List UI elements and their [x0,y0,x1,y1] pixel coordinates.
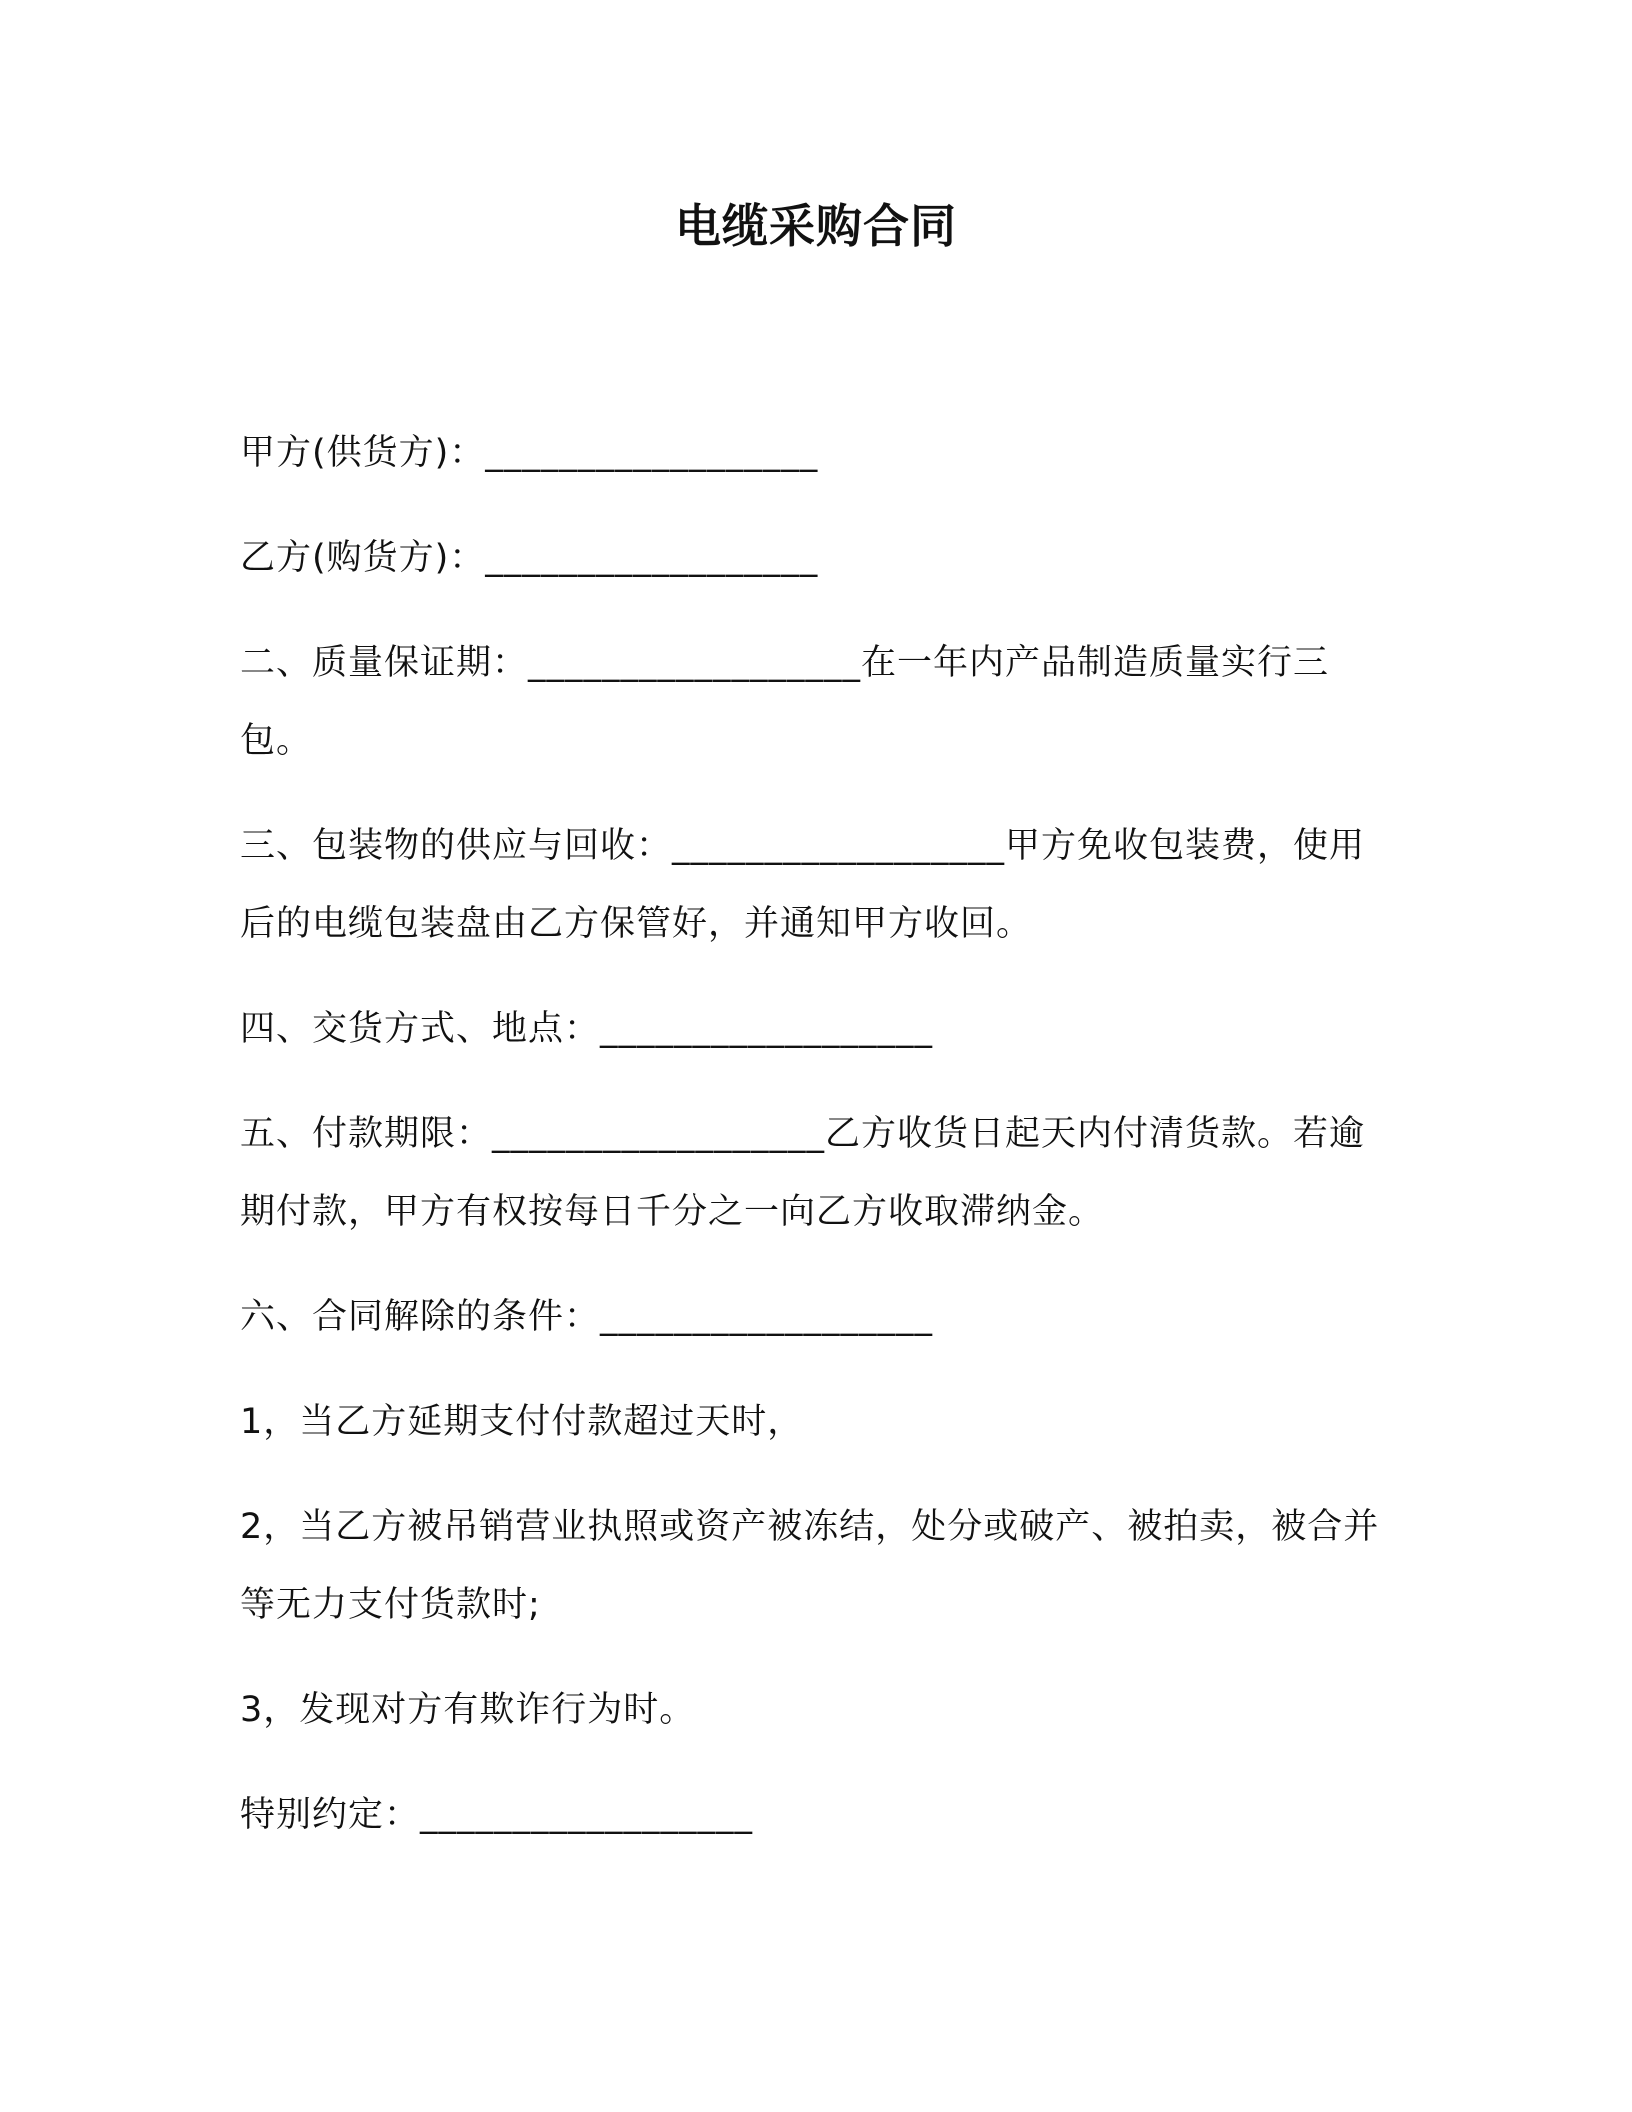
document-title: 电缆采购合同 [675,199,957,253]
clause-quality-warranty: 二、质量保证期：__________________在一年内产品制造质量实行三包。 [240,643,1330,761]
clause-termination: 六、合同解除的条件：__________________ [240,1297,934,1337]
party-b-line: 乙方(购货方)：__________________ [240,538,819,578]
termination-item-1: 1，当乙方延期支付付款超过天时， [240,1402,804,1442]
termination-item-3: 3，发现对方有欺诈行为时。 [240,1690,696,1730]
clause-payment-term: 五、付款期限：__________________乙方收货日起天内付清货款。若逾期付款，甲方有权按每日千分之一向乙方收取滞纳金。 [240,1114,1366,1232]
clause-packaging: 三、包装物的供应与回收：__________________甲方免收包装费，使用后的电缆包装盘由乙方保管好，并通知甲方收回。 [240,826,1366,944]
termination-item-2: 2，当乙方被吊销营业执照或资产被冻结，处分或破产、被拍卖，被合并等无力支付货款时; [240,1507,1380,1625]
special-agreement-line: 特别约定：__________________ [240,1795,754,1835]
clause-delivery: 四、交货方式、地点：__________________ [240,1009,934,1049]
party-a-line: 甲方(供货方)：__________________ [240,433,819,473]
document-body [240,414,1400,1881]
